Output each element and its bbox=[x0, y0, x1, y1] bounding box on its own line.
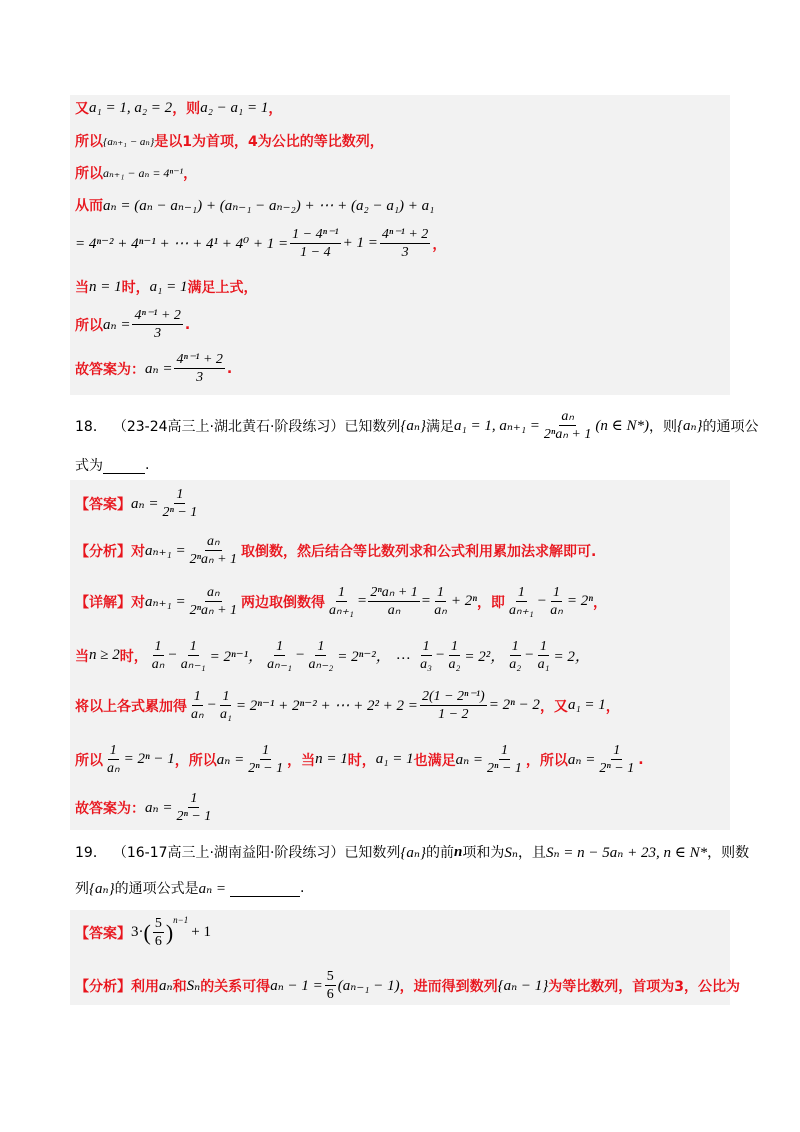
left-paren: ( bbox=[143, 919, 151, 945]
line-17-5: = 4ⁿ⁻² + 4ⁿ⁻¹ + ⋯ + 4¹ + 4⁰ + 1 = $\frac{\text{1 − 4ⁿ⁻¹}}{1 - 4}$ + 1 = $\frac{\text{4ⁿ⁻¹ + 2}}{3}$ ， bbox=[75, 227, 447, 260]
fraction: $\frac{1}{\text{aₙ₋₁}}$ bbox=[267, 639, 292, 672]
line-17-2: 所以 {aₙ₊₁ − aₙ} 是以1为首项，4为公比的等比数列， bbox=[75, 134, 384, 150]
fraction: $\frac{1}{\text{aₙ₋₂}}$ bbox=[308, 639, 334, 672]
fraction: $\frac{\text{aₙ}}{\text{2ⁿaₙ + 1}}$ bbox=[189, 534, 238, 567]
detail-18-2: 当 n ≥ 2 时， $\frac{1}{\text{aₙ}}$ − $\frac{1}{\text{aₙ₋₁}}$ = 2ⁿ⁻¹， $\frac{1}{\text{aₙ₋₁}}$ − $\frac{1}{\text{aₙ₋₂}}$ = 2ⁿ⁻²， … $\frac{1}{\text{a₃}}$ − $\frac{1}{\text{a₂}}$ = 2²， $\frac{1}{\text{a₂}}$ − $\frac{1}{\text{a₁}}$ = 2， bbox=[75, 639, 590, 672]
detail-18-4: 所以 $\frac{1}{\text{aₙ}}$ = 2ⁿ − 1 ，所以 aₙ = $\frac{1}{\text{2ⁿ − 1}}$ ，当 n = 1 时， a₁ = 1 也满足 aₙ = $\frac{1}{\text{2ⁿ − 1}}$ ，所以 aₙ = $\frac{1}{\text{2ⁿ − 1}}$ . bbox=[75, 743, 644, 776]
line-17-3: 所以 aₙ₊₁ − aₙ = 4ⁿ⁻¹ ， bbox=[75, 165, 198, 182]
fraction: $\frac{\text{4ⁿ⁻¹ + 2}}{3}$ bbox=[176, 352, 223, 385]
fraction: $\frac{5}{6}$ bbox=[326, 969, 334, 1002]
fraction: $\frac{1}{\text{aₙ₋₁}}$ bbox=[180, 639, 206, 672]
line-17-8: 故答案为： aₙ = $\frac{\text{4ⁿ⁻¹ + 2}}{3}$ . bbox=[75, 352, 233, 385]
line-17-4: 从而 aₙ = (aₙ − aₙ₋₁) + (aₙ₋₁ − aₙ₋₂) + ⋯ + (a₂ − a₁) + a₁ bbox=[75, 197, 435, 214]
final-answer-18: 故答案为： aₙ = $\frac{1}{\text{2ⁿ − 1}}$ bbox=[75, 791, 212, 824]
fraction: $\frac{1}{\text{a₂}}$ bbox=[509, 639, 522, 672]
fraction: $\frac{1}{\text{aₙ₊₁}}$ bbox=[508, 585, 534, 618]
question-19-line-1: 19． （16-17高三上·湖南益阳·阶段练习）已知数列 {aₙ} 的前 n 项和为 Sₙ ，且 Sₙ = n − 5aₙ + 23, n ∈ N* ，则数 bbox=[75, 843, 750, 861]
line-17-1: 又 a₁ = 1, a₂ = 2 ，则 a₂ − a₁ = 1 ， bbox=[75, 99, 283, 117]
fraction: $\frac{1}{\text{2ⁿ − 1}}$ bbox=[487, 743, 522, 776]
analysis-19: 【分析】 利用 aₙ 和 Sₙ 的关系可得 aₙ − 1 = $\frac{5}{6}$ (aₙ₋₁ − 1) ，进而得到数列 {aₙ − 1} 为等比数列，首项为3，公比为 bbox=[75, 969, 741, 1002]
fraction: $\frac{1}{\text{a₁}}$ bbox=[220, 689, 232, 722]
fraction: $\frac{\text{2(1 − 2ⁿ⁻¹)}}{1 - 2}$ bbox=[421, 689, 485, 722]
line-17-7: 所以 aₙ = $\frac{\text{4ⁿ⁻¹ + 2}}{3}$ . bbox=[75, 308, 191, 341]
fraction: $\frac{1}{\text{aₙ}}$ bbox=[550, 585, 563, 618]
fraction: $\frac{1}{\text{aₙ}}$ bbox=[191, 689, 204, 722]
answer-blank[interactable] bbox=[103, 457, 145, 474]
fraction: $\frac{1}{\text{2ⁿ − 1}}$ bbox=[248, 743, 284, 776]
fraction: $\frac{1}{\text{aₙ}}$ bbox=[151, 639, 165, 672]
fraction: $\frac{\text{aₙ}}{\text{2ⁿaₙ + 1}}$ bbox=[189, 585, 238, 618]
answer-19: 【答案】 3· ( $\frac{5}{6}$ ) $^{n-1}$ + 1 bbox=[75, 915, 211, 949]
fraction: $\frac{\text{4ⁿ⁻¹ + 2}}{3}$ bbox=[134, 308, 181, 341]
line-17-6: 当 n = 1 时， a₁ = 1 满足上式， bbox=[75, 278, 258, 296]
fraction: $\frac{1}{\text{a₁}}$ bbox=[537, 639, 550, 672]
detail-18-1: 【详解】 对 aₙ₊₁ = $\frac{\text{aₙ}}{\text{2ⁿaₙ + 1}}$ 两边取倒数得 $\frac{1}{\text{aₙ₊₁}}$ = $\frac{\text{2ⁿaₙ + 1}}{\text{aₙ}}$ = $\frac{1}{\text{aₙ}}$ + 2ⁿ ，即 $\frac{1}{\text{aₙ₊₁}}$ − $\frac{1}{\text{aₙ}}$ = 2ⁿ ， bbox=[75, 585, 607, 618]
fraction: $\frac{1}{\text{a₂}}$ bbox=[448, 639, 461, 672]
analysis-18: 【分析】 对 aₙ₊₁ = $\frac{\text{aₙ}}{\text{2ⁿaₙ + 1}}$ 取倒数，然后结合等比数列求和公式利用累加法求解即可. bbox=[75, 534, 597, 567]
fraction: $\frac{\text{aₙ}}{\text{2ⁿaₙ + 1}}$ bbox=[543, 409, 592, 442]
fraction: $\frac{\text{1 − 4ⁿ⁻¹}}{1 - 4}$ bbox=[292, 227, 339, 260]
fraction: $\frac{1}{\text{2ⁿ − 1}}$ bbox=[176, 791, 212, 824]
fraction: $\frac{5}{6}$ bbox=[154, 916, 162, 949]
fraction: $\frac{\text{4ⁿ⁻¹ + 2}}{3}$ bbox=[381, 227, 429, 260]
fraction: $\frac{1}{\text{2ⁿ − 1}}$ bbox=[162, 487, 198, 520]
fraction: $\frac{1}{\text{aₙ}}$ bbox=[434, 585, 447, 618]
right-paren: ) bbox=[165, 919, 174, 945]
question-19-line-2: 列 {aₙ} 的通项公式是 aₙ = . bbox=[75, 880, 305, 897]
answer-blank[interactable] bbox=[230, 880, 300, 897]
fraction: $\frac{\text{2ⁿaₙ + 1}}{\text{aₙ}}$ bbox=[370, 585, 418, 618]
fraction: $\frac{1}{\text{aₙ}}$ bbox=[107, 743, 120, 776]
fraction: $\frac{1}{\text{aₙ₊₁}}$ bbox=[329, 585, 354, 618]
fraction: $\frac{1}{\text{a₃}}$ bbox=[420, 639, 433, 672]
answer-18: 【答案】 aₙ = $\frac{1}{\text{2ⁿ − 1}}$ bbox=[75, 487, 198, 520]
question-18-line-2: 式为 . bbox=[75, 457, 150, 474]
question-18-line-1: 18． （23-24高三上·湖北黄石·阶段练习）已知数列 {aₙ} 满足 a₁ = 1, aₙ₊₁ = $\frac{\text{aₙ}}{\text{2ⁿaₙ + 1}}$ (n ∈ N*) ，则 {aₙ} 的通项公 bbox=[75, 409, 759, 442]
detail-18-3: 将以上各式累加得 $\frac{1}{\text{aₙ}}$ − $\frac{1}{\text{a₁}}$ = 2ⁿ⁻¹ + 2ⁿ⁻² + ⋯ + 2² + 2 = $\frac{\text{2(1 − 2ⁿ⁻¹)}}{1 - 2}$ = 2ⁿ − 2 ，又 a₁ = 1 ， bbox=[75, 689, 620, 722]
fraction: $\frac{1}{\text{2ⁿ − 1}}$ bbox=[599, 743, 635, 776]
